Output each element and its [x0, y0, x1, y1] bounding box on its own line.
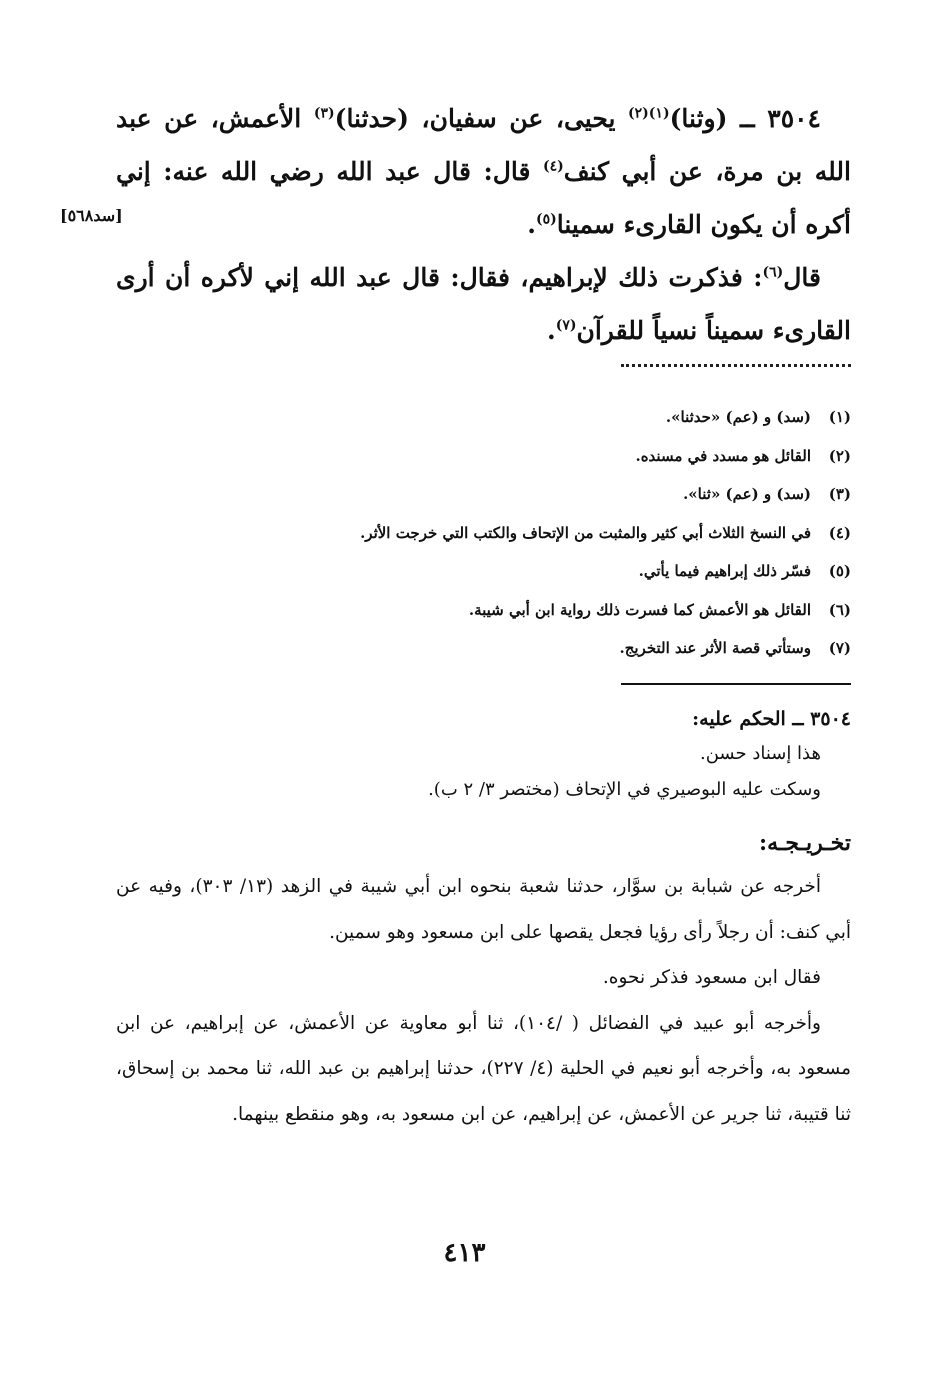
hadith-text-part: يحيى، عن سفيان، (حدثنا) [334, 104, 629, 133]
takhrij-paragraph: وأخرجه أبو عبيد في الفضائل ( /١٠٤)، ثنا أبو معاوية عن الأعمش، عن إبراهيم، عن ابن مسعود به، وأخرجه أبو نعيم في الحلية (٤/ ٢٢٧)، حدثنا إبراهيم بن عبد الله، ثنا محمد بن إسحاق، ثنا قتيبة، ثنا جرير عن الأعمش، عن إبراهيم، عن ابن مسعود به، وهو منقطع بينهما. [116, 1012, 852, 1125]
ruling-section [116, 702, 851, 808]
ruling-heading: ٣٥٠٤ ــ الحكم عليه: [692, 708, 851, 730]
footnote-text: فسّر ذلك إبراهيم فيما يأتي. [638, 562, 811, 580]
hadith-number-text: ٣٥٠٤ ــ (وثنا) [669, 104, 821, 133]
hadith-text-part: الأعمش، عن عبد الله بن مرة، عن أبي كنف [116, 104, 851, 186]
footnote-item [116, 398, 851, 437]
takhrij-section [116, 822, 851, 1137]
footnote-number: (٧) [828, 639, 851, 657]
footnote-ref: (٧) [555, 317, 577, 334]
footnote-text: وستأتي قصة الأثر عند التخريج. [619, 639, 811, 657]
ruling-line: وسكت عليه البوصيري في الإتحاف (مختصر ٣/ ٢ ب). [428, 779, 821, 800]
ruling-line: هذا إسناد حسن. [699, 743, 821, 764]
footnote-text: (سد) و (عم) «حدثنا». [665, 408, 811, 426]
hadith-text-part: : فذكرت ذلك لإبراهيم، فقال: قال عبد الله إني لأكره أن أرى القارىء سميناً نسياً للقرآن [116, 263, 851, 345]
footnote-separator [621, 364, 851, 367]
footnote-ref: (١)(٢) [628, 105, 670, 122]
footnote-item [116, 437, 851, 476]
page-number: ٤١٣ [443, 1238, 486, 1268]
footnote-item [116, 552, 851, 591]
footnote-text: القائل هو مسدد في مسنده. [635, 446, 811, 465]
footnote-number: (٢) [828, 446, 851, 465]
margin-reference: [سد٥٦٨] [60, 206, 123, 225]
footnote-text: (سد) و (عم) «ثنا». [683, 485, 811, 503]
footnote-ref: (٤) [542, 158, 564, 175]
footnote-text: القائل هو الأعمش كما فسرت ذلك رواية ابن أبي شيبة. [468, 600, 811, 619]
footnote-ref: (٥) [535, 211, 557, 228]
takhrij-heading: تخـريـجـه: [758, 830, 851, 856]
takhrij-paragraph: أخرجه عن شبابة بن سوَّار، حدثنا شعبة بنحوه ابن أبي شيبة في الزهد (١٣/ ٣٠٣)، وفيه عن أبي كنف: أن رجلاً رأى رؤيا فجعل يقصها على ابن مسعود وهو سمين. [116, 876, 851, 943]
footnote-ref: (٣) [313, 105, 335, 122]
footnote-item [116, 629, 851, 668]
takhrij-paragraph: فقال ابن مسعود فذكر نحوه. [602, 967, 821, 988]
hadith-paragraph-2 [116, 251, 851, 357]
hadith-text-part: . [527, 210, 536, 239]
footnote-ref: (٦) [762, 264, 784, 281]
footnote-item [116, 475, 851, 514]
footnote-number: (٣) [828, 485, 851, 503]
hadith-paragraph-1 [116, 92, 851, 251]
footnote-number: (٥) [828, 562, 851, 580]
section-divider [621, 683, 851, 685]
footnote-item [116, 591, 851, 630]
footnote-number: (١) [828, 408, 851, 426]
footnote-text: في النسخ الثلاث أبي كثير والمثبت من الإتحاف والكتب التي خرجت الأثر. [360, 523, 811, 542]
footnote-number: (٤) [828, 523, 851, 542]
footnotes [116, 398, 851, 668]
hadith-text-part: . [547, 316, 556, 345]
hadith-text-part: قال: قال عبد الله رضي الله عنه: إني أكره أن يكون القارىء سمينا [116, 157, 851, 239]
footnote-number: (٦) [828, 600, 851, 619]
hadith-text [116, 92, 851, 357]
hadith-text-part: قال [783, 263, 821, 292]
footnote-item [116, 514, 851, 553]
